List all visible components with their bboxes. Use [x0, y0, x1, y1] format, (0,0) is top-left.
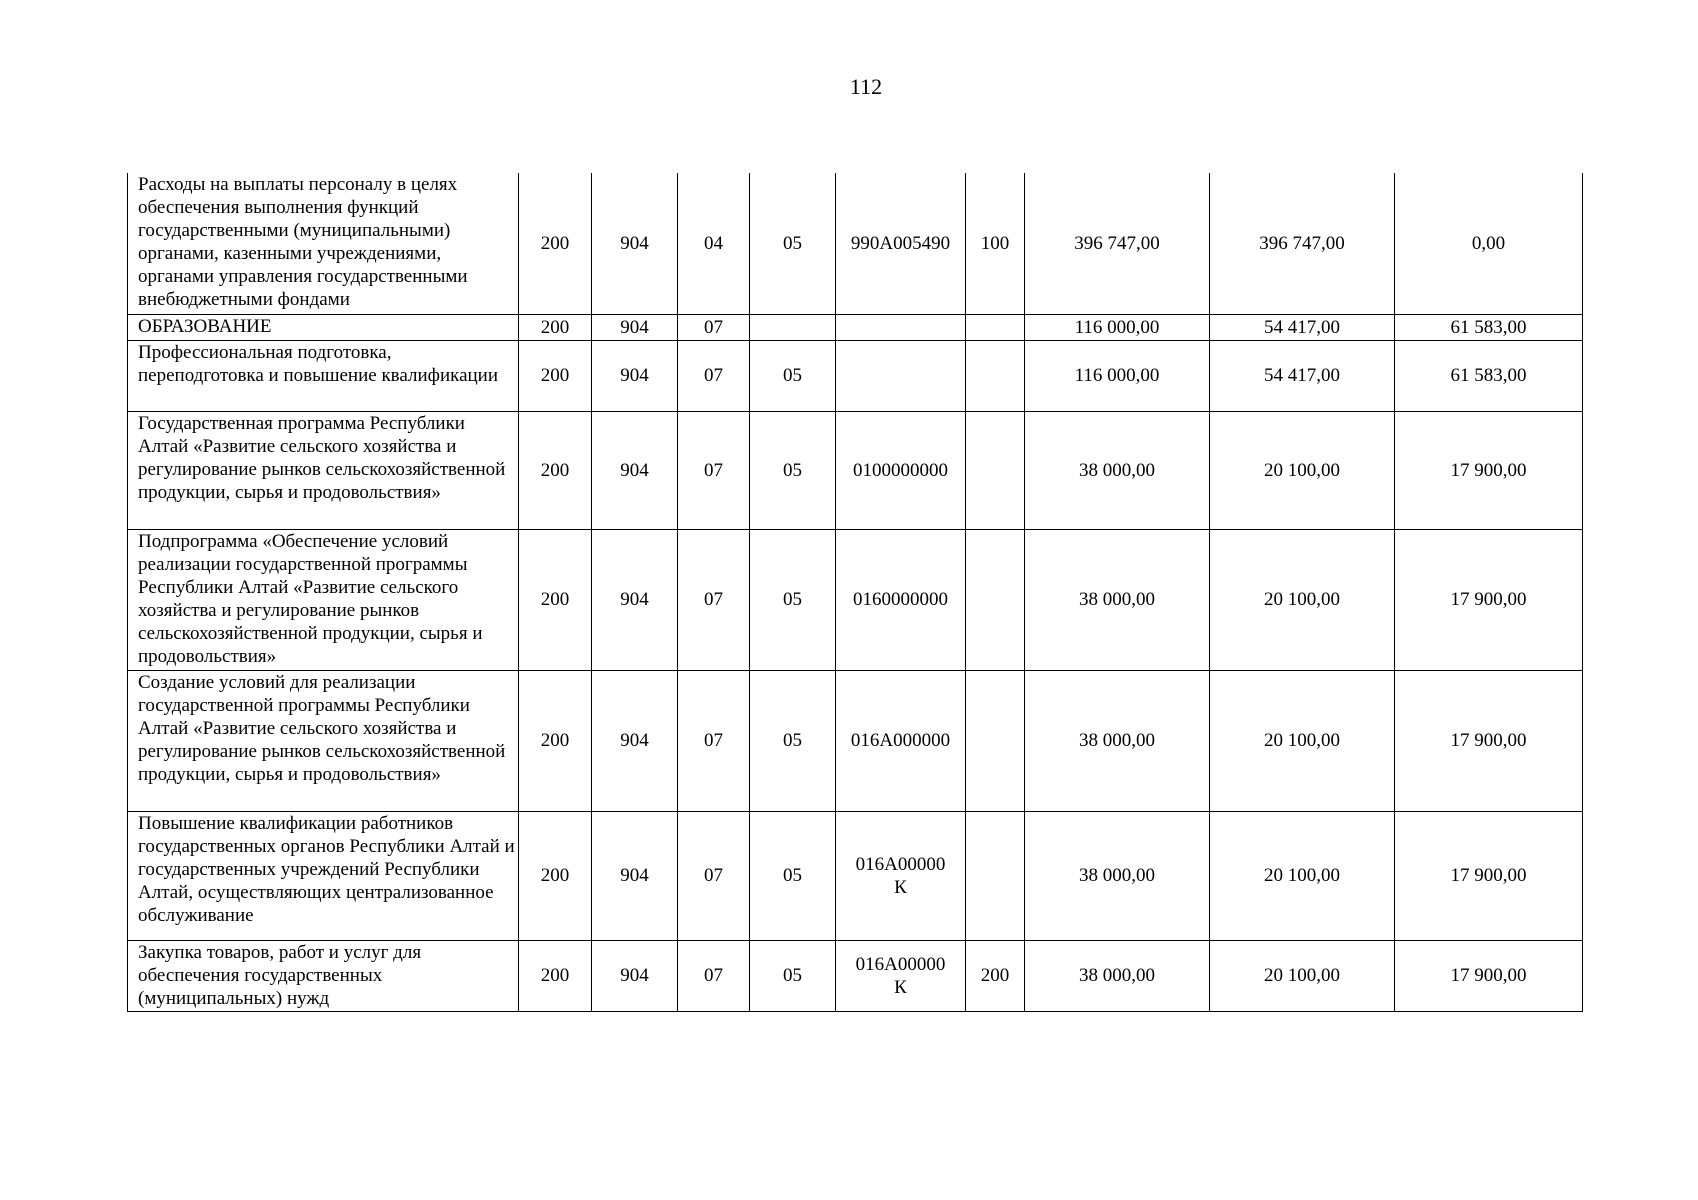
- cell-v2: 20 100,00: [1210, 411, 1395, 529]
- cell-c1: 200: [519, 529, 592, 670]
- csr-line-1: 016А00000: [855, 853, 946, 875]
- row-name: Расходы на выплаты персоналу в целях обеспечения выполнения функций государственными (муниципальными) органами, казенными учреждениями, органами управления государственными внебюджетными фондами: [128, 173, 519, 314]
- cell-v1: 38 000,00: [1025, 529, 1210, 670]
- row-name: ОБРАЗОВАНИЕ: [128, 314, 519, 340]
- cell-c4: 05: [750, 940, 836, 1011]
- csr-line-1: 0160000000: [853, 589, 948, 610]
- cell-v2: 396 747,00: [1210, 173, 1395, 314]
- cell-vr: [966, 411, 1025, 529]
- table-row: [128, 340, 1583, 411]
- cell-v2: 54 417,00: [1210, 314, 1395, 340]
- cell-v2: 54 417,00: [1210, 340, 1395, 411]
- cell-c3: 07: [678, 811, 750, 940]
- cell-c1: 200: [519, 940, 592, 1011]
- cell-vr: 200: [966, 940, 1025, 1011]
- cell-c4: [750, 314, 836, 340]
- cell-v1: 38 000,00: [1025, 940, 1210, 1011]
- csr-line-2: К: [894, 976, 907, 998]
- cell-c1: 200: [519, 670, 592, 811]
- cell-vr: [966, 529, 1025, 670]
- cell-c2: 904: [592, 529, 678, 670]
- cell-v3: 17 900,00: [1395, 940, 1583, 1011]
- page-number: 112: [849, 74, 883, 99]
- cell-v2: 20 100,00: [1210, 529, 1395, 670]
- cell-csr: [836, 411, 966, 529]
- csr-line-1: 016А00000: [855, 953, 946, 975]
- cell-v2: 20 100,00: [1210, 670, 1395, 811]
- row-name: Создание условий для реализации государственной программы Республики Алтай «Развитие сельского хозяйства и регулирование рынков сельскохозяйственной продукции, сырья и продовольствия»: [128, 670, 519, 811]
- budget-table: [127, 173, 1583, 1012]
- table-row: [128, 314, 1583, 340]
- cell-c4: 05: [750, 529, 836, 670]
- cell-csr: [836, 670, 966, 811]
- csr-line-1: 990А005490: [850, 232, 951, 254]
- table-row: [128, 173, 1583, 314]
- table-row: [128, 529, 1583, 670]
- cell-v3: 17 900,00: [1395, 670, 1583, 811]
- cell-c1: 200: [519, 340, 592, 411]
- table-row: [128, 940, 1583, 1011]
- row-name: Повышение квалификации работников государственных органов Республики Алтай и государственных учреждений Республики Алтай, осуществляющих централизованное обслуживание: [128, 811, 519, 940]
- cell-csr: [836, 529, 966, 670]
- cell-c4: 05: [750, 411, 836, 529]
- cell-csr: [836, 340, 966, 411]
- csr-line-2: К: [894, 876, 907, 898]
- cell-c2: 904: [592, 940, 678, 1011]
- cell-v1: 116 000,00: [1025, 314, 1210, 340]
- table-row: [128, 411, 1583, 529]
- cell-c3: 07: [678, 314, 750, 340]
- cell-c1: 200: [519, 811, 592, 940]
- cell-c2: 904: [592, 670, 678, 811]
- cell-c4: 05: [750, 340, 836, 411]
- cell-c1: 200: [519, 173, 592, 314]
- cell-c1: 200: [519, 411, 592, 529]
- cell-c3: 07: [678, 340, 750, 411]
- table-row: [128, 811, 1583, 940]
- cell-v3: 0,00: [1395, 173, 1583, 314]
- row-name: Подпрограмма «Обеспечение условий реализации государственной программы Республики Алтай «Развитие сельского хозяйства и регулирование рынков сельскохозяйственной продукции, сырья и продовольствия»: [128, 529, 519, 670]
- cell-c2: 904: [592, 173, 678, 314]
- cell-v3: 17 900,00: [1395, 811, 1583, 940]
- cell-csr: [836, 940, 966, 1011]
- cell-c4: 05: [750, 173, 836, 314]
- cell-c2: 904: [592, 411, 678, 529]
- cell-c1: 200: [519, 314, 592, 340]
- cell-vr: [966, 811, 1025, 940]
- cell-v1: 116 000,00: [1025, 340, 1210, 411]
- csr-line-1: 016А000000: [850, 730, 951, 751]
- cell-vr: [966, 314, 1025, 340]
- cell-v1: 38 000,00: [1025, 811, 1210, 940]
- row-name: Государственная программа Республики Алтай «Развитие сельского хозяйства и регулирование рынков сельскохозяйственной продукции, сырья и продовольствия»: [128, 411, 519, 529]
- cell-v3: 17 900,00: [1395, 529, 1583, 670]
- cell-v2: 20 100,00: [1210, 940, 1395, 1011]
- cell-c3: 04: [678, 173, 750, 314]
- cell-vr: [966, 670, 1025, 811]
- cell-v3: 61 583,00: [1395, 340, 1583, 411]
- cell-c3: 07: [678, 940, 750, 1011]
- cell-c3: 07: [678, 529, 750, 670]
- row-name: Профессиональная подготовка, переподготовка и повышение квалификации: [128, 340, 519, 411]
- cell-v3: 17 900,00: [1395, 411, 1583, 529]
- cell-c2: 904: [592, 340, 678, 411]
- csr-line-1: 0100000000: [853, 459, 948, 481]
- cell-c4: 05: [750, 670, 836, 811]
- cell-v2: 20 100,00: [1210, 811, 1395, 940]
- cell-c2: 904: [592, 811, 678, 940]
- cell-vr: [966, 340, 1025, 411]
- cell-v1: 38 000,00: [1025, 411, 1210, 529]
- cell-v1: 396 747,00: [1025, 173, 1210, 314]
- cell-c3: 07: [678, 670, 750, 811]
- cell-c2: 904: [592, 314, 678, 340]
- cell-csr: [836, 314, 966, 340]
- cell-csr: [836, 173, 966, 314]
- row-name: Закупка товаров, работ и услуг для обеспечения государственных (муниципальных) нужд: [128, 940, 519, 1011]
- cell-vr: 100: [966, 173, 1025, 314]
- cell-c4: 05: [750, 811, 836, 940]
- cell-v3: 61 583,00: [1395, 314, 1583, 340]
- cell-c3: 07: [678, 411, 750, 529]
- cell-csr: [836, 811, 966, 940]
- cell-v1: 38 000,00: [1025, 670, 1210, 811]
- table-row: [128, 670, 1583, 811]
